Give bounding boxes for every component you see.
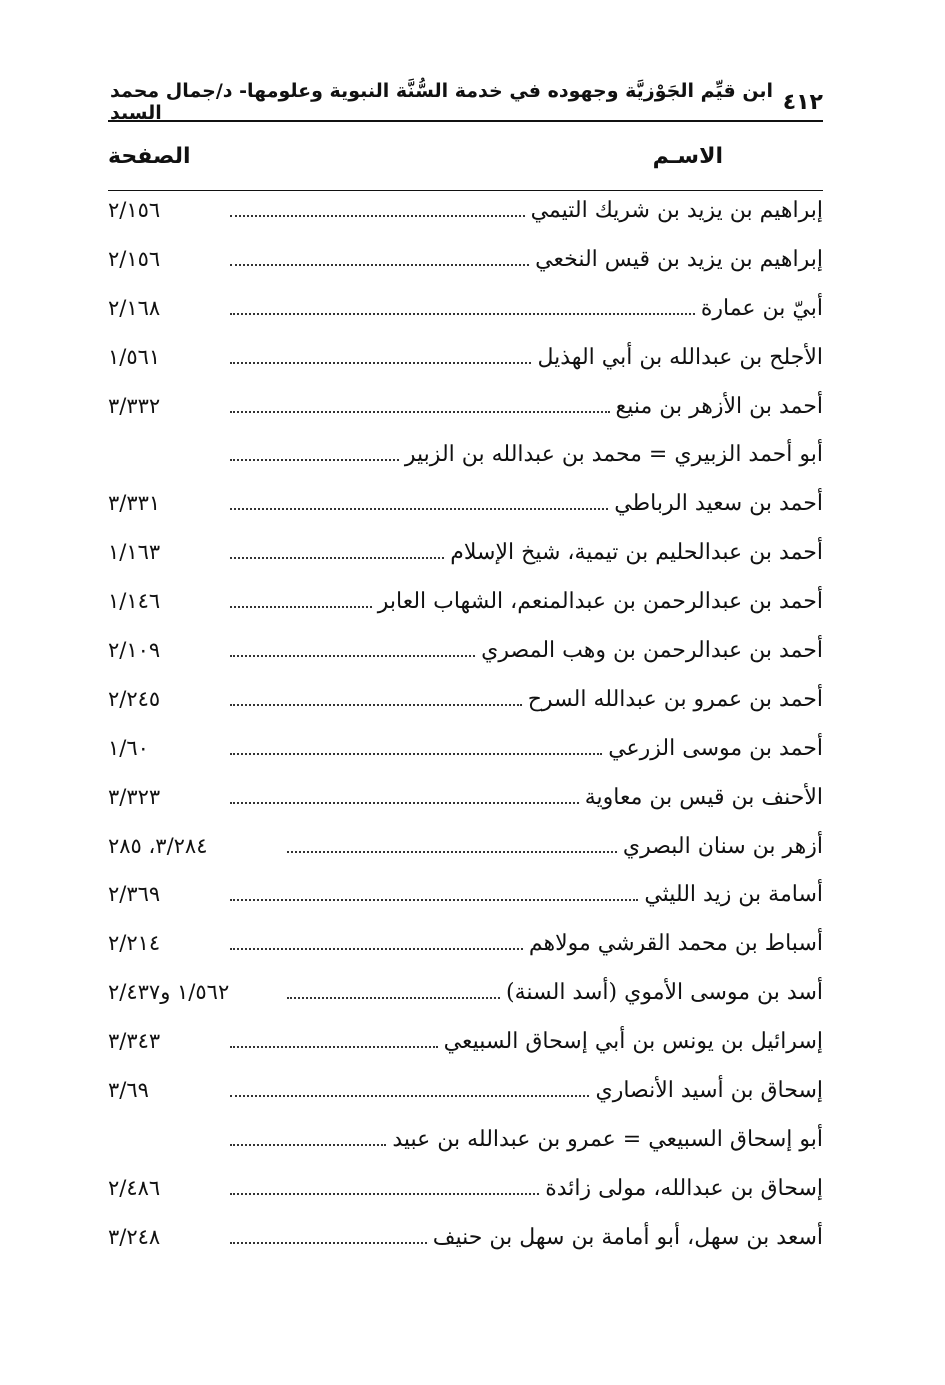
entry-page-ref: ٣/٢٤٨	[108, 1224, 161, 1249]
entry-name: أزهر بن سنان البصري	[622, 833, 823, 859]
dot-leader	[287, 997, 500, 999]
entry-page-ref: ٢/١٥٦	[108, 198, 161, 222]
entry-name: أحمد بن عبدالرحمن بن وهب المصري	[481, 638, 823, 664]
index-entry	[108, 239, 823, 288]
dot-leader	[230, 802, 579, 804]
index-entry	[108, 190, 823, 239]
index-entry	[108, 630, 823, 679]
entry-name: أحمد بن موسى الزرعي	[608, 735, 823, 761]
index-entry	[108, 1168, 823, 1217]
dot-leader	[230, 655, 475, 657]
dot-leader	[230, 362, 531, 364]
page-column-header: الصفحة	[108, 144, 191, 169]
entry-page-ref: ٣/٢٨٤، ٢٨٥	[108, 833, 208, 858]
entry-name: إسحاق بن أسيد الأنصاري	[595, 1078, 823, 1104]
dot-leader	[287, 851, 617, 853]
entry-page-ref: ١/١٦٣	[108, 540, 161, 565]
entry-page-ref: ٢/١٥٦	[108, 246, 161, 271]
index-entry	[108, 434, 823, 483]
entry-page-ref: ١/٦٠	[108, 735, 149, 760]
running-header	[110, 80, 823, 124]
index-entry	[108, 1119, 823, 1168]
dot-leader	[230, 753, 602, 755]
page-number: ٤١٢	[782, 89, 823, 115]
entry-page-ref: ٣/٣٤٣	[108, 1029, 161, 1054]
entry-name: أسامة بن زيد الليثي	[644, 882, 823, 908]
entry-name: أحمد بن عبدالحليم بن تيمية، شيخ الإسلام	[450, 540, 823, 566]
entry-page-ref: ٢/١٦٨	[108, 295, 161, 320]
index-entry	[108, 874, 823, 923]
dot-leader	[230, 1095, 589, 1097]
entry-name: أسباط بن محمد القرشي مولاهم	[528, 931, 823, 957]
index-entry	[108, 532, 823, 581]
entry-name: أحمد بن عبدالرحمن بن عبدالمنعم، الشهاب العابر	[377, 589, 823, 615]
index-entry	[108, 1070, 823, 1119]
index-entry	[108, 288, 823, 337]
entry-page-ref: ٣/٣٣١	[108, 491, 161, 516]
dot-leader	[230, 264, 529, 266]
name-column-header: الاسـم	[652, 144, 723, 169]
header-rule	[108, 120, 823, 122]
entry-name: إسحاق بن عبدالله، مولى زائدة	[545, 1175, 823, 1201]
index-entry	[108, 483, 823, 532]
entry-name: إسرائيل بن يونس بن أبي إسحاق السبيعي	[443, 1029, 823, 1055]
entry-page-ref: ٣/٦٩	[108, 1078, 149, 1103]
entry-page-ref: ٢/٣٦٩	[108, 882, 161, 907]
index-entry	[108, 826, 823, 875]
entry-name: أسد بن موسى الأموي (أسد السنة)	[505, 980, 823, 1006]
entry-page-ref: ١/٥٦٢ و٢/٤٣٧	[108, 980, 230, 1005]
index-entry	[108, 972, 823, 1021]
index-entry	[108, 386, 823, 435]
entry-name: أحمد بن الأزهر بن منيع	[615, 393, 823, 419]
entry-name: الأجلح بن عبدالله بن أبي الهذيل	[537, 344, 823, 370]
entry-name: أبيّ بن عمارة	[700, 295, 823, 321]
index-entries	[108, 190, 823, 1266]
entry-page-ref: ٣/٣٢٣	[108, 784, 161, 809]
index-entry	[108, 581, 823, 630]
index-entry	[108, 337, 823, 386]
dot-leader	[230, 557, 444, 559]
entry-page-ref: ٣/٣٣٢	[108, 393, 161, 418]
entry-name: أسعد بن سهل، أبو أمامة بن سهل بن حنيف	[432, 1224, 823, 1250]
entry-name: أبو أحمد الزبيري = محمد بن عبدالله بن الزبير	[404, 442, 823, 468]
dot-leader	[230, 1242, 427, 1244]
dot-leader	[230, 508, 608, 510]
index-entry	[108, 1021, 823, 1070]
dot-leader	[230, 459, 399, 461]
entry-page-ref: ٢/٢١٤	[108, 931, 161, 956]
index-entry	[108, 728, 823, 777]
index-entry	[108, 1217, 823, 1266]
dot-leader	[230, 948, 523, 950]
index-entry	[108, 777, 823, 826]
index-entry	[108, 679, 823, 728]
entry-page-ref: ١/٥٦١	[108, 344, 161, 369]
entry-page-ref: ٢/٢٤٥	[108, 686, 161, 711]
dot-leader	[230, 704, 522, 706]
dot-leader	[230, 606, 372, 608]
dot-leader	[230, 899, 638, 901]
entry-name: أحمد بن عمرو بن عبدالله السرح	[527, 686, 823, 712]
dot-leader	[230, 411, 610, 413]
entry-page-ref: ١/١٤٦	[108, 589, 161, 614]
column-headers	[108, 138, 823, 178]
entry-page-ref: ٢/١٠٩	[108, 638, 161, 663]
dot-leader	[230, 313, 695, 315]
entry-name: الأحنف بن قيس بن معاوية	[584, 784, 823, 810]
dot-leader	[230, 1144, 386, 1146]
entry-name: إبراهيم بن يزيد بن قيس النخعي	[535, 246, 823, 272]
dot-leader	[230, 1046, 438, 1048]
entry-page-ref: ٢/٤٨٦	[108, 1175, 161, 1200]
entry-name: أحمد بن سعيد الرباطي	[614, 491, 823, 517]
entry-name: أبو إسحاق السبيعي = عمرو بن عبدالله بن عبيد	[392, 1126, 823, 1152]
dot-leader	[230, 1193, 539, 1195]
index-entry	[108, 923, 823, 972]
entry-name: إبراهيم بن يزيد بن شريك التيمي	[530, 198, 823, 223]
running-title: ابن قيِّم الجَوْزيَّة وجهوده في خدمة السُّنَّة النبوية وعلومها- د/جمال محمد السيد	[110, 80, 774, 124]
dot-leader	[230, 215, 525, 217]
